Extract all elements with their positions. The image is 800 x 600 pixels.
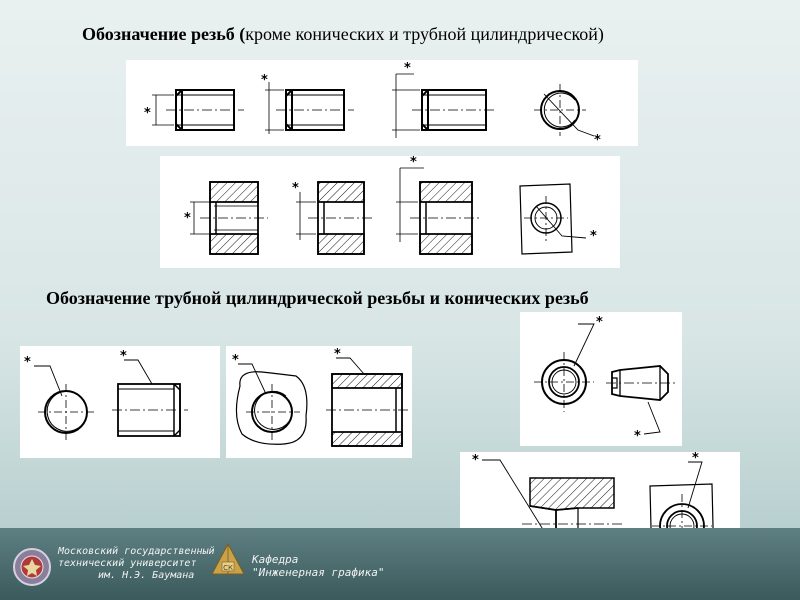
panel-pipe-external xyxy=(20,346,220,458)
university-crest-icon xyxy=(12,544,52,590)
university-line-1: Московский государственный xyxy=(58,546,215,557)
mark-nut3: * xyxy=(410,156,417,170)
mark-pipe-ext1: * xyxy=(24,355,31,370)
mark-cone-ext1: * xyxy=(596,315,603,330)
heading-bold-part: Обозначение резьб ( xyxy=(82,24,246,44)
mark-cone-int2: * xyxy=(692,452,699,466)
heading-thread-designation xyxy=(82,24,604,45)
heading-pipe-conical-threads: Обозначение трубной цилиндрической резьбы и конических резьб xyxy=(46,288,589,308)
mark-nut2: * xyxy=(292,181,299,196)
panel-pipe-internal xyxy=(226,346,412,458)
mark-bolt2: * xyxy=(261,73,268,88)
mark-nut-end: * xyxy=(590,229,597,244)
panel-internal-threads xyxy=(160,156,620,268)
external-threads-drawing xyxy=(126,60,638,146)
department-line-2: "Инженерная графика" xyxy=(252,566,385,579)
mark-bolt1: * xyxy=(144,106,151,121)
panel-external-threads xyxy=(126,60,638,146)
mark-cone-int1: * xyxy=(472,453,479,468)
mark-bolt3: * xyxy=(404,61,411,76)
pipe-internal-drawing xyxy=(226,346,412,458)
pipe-external-drawing xyxy=(20,346,220,458)
mark-cone-ext2: * xyxy=(634,429,641,444)
university-line-3: им. Н.Э. Баумана xyxy=(98,570,195,581)
mark-pipe-ext2: * xyxy=(120,349,127,364)
panel-conical-external xyxy=(520,312,682,446)
internal-threads-drawing xyxy=(160,156,620,268)
university-line-2: технический университет xyxy=(58,558,197,569)
mark-nut1: * xyxy=(184,211,191,226)
mark-pipe-int1: * xyxy=(232,353,239,368)
department-pyramid-icon xyxy=(208,540,248,580)
mark-pipe-int2: * xyxy=(334,347,341,362)
conical-external-drawing xyxy=(520,312,682,446)
department-name xyxy=(252,553,384,579)
heading-normal-part: кроме конических и трубной цилиндрической) xyxy=(245,24,604,44)
department-line-1: Кафедра xyxy=(252,553,299,566)
mark-bolt-end: * xyxy=(594,133,601,146)
emblem-label: СК xyxy=(223,564,233,572)
university-name xyxy=(58,546,215,582)
